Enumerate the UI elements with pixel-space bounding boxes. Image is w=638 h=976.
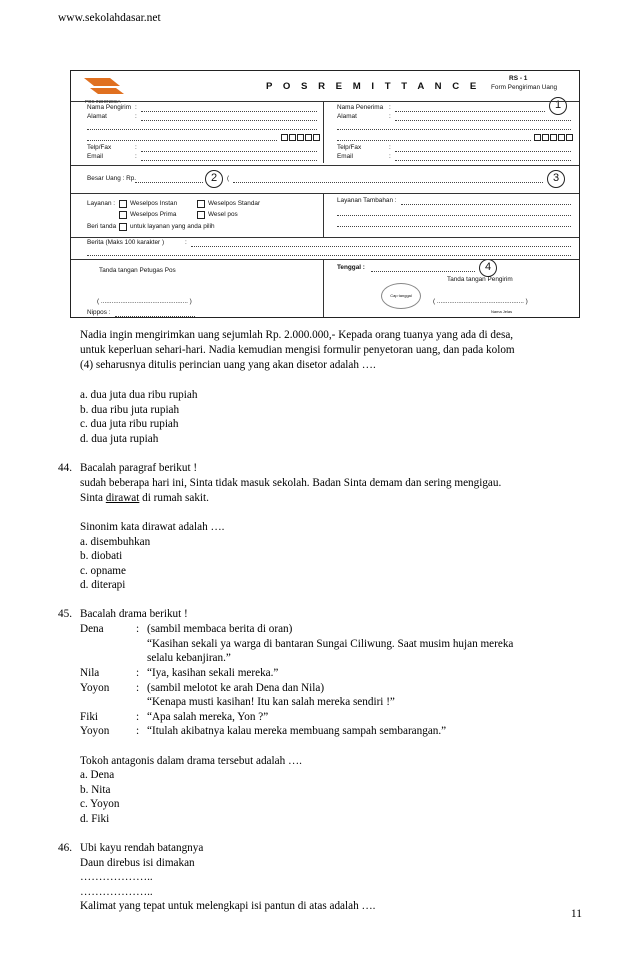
yoyon-line-3: “Itulah akibatnya kalau mereka membuang sampah sembarangan.” [147,725,447,737]
checkbox-sample [119,223,127,231]
q43-option-a: a. dua juta dua ribu rupiah [80,389,198,401]
colon: : [136,725,140,737]
colon: : [185,239,187,246]
stamp-icon [381,283,421,309]
speaker-yoyon: Yoyon [80,682,110,694]
mark-4: 4 [479,259,497,277]
colon: : [389,144,391,151]
layanan-label: Layanan : [87,200,116,207]
pos-remittance-form [70,70,580,318]
q44-underlined-word: dirawat [105,492,140,504]
q46-line-2: Daun direbus isi dimakan [80,857,195,869]
logo-text: POS INDONESIA [85,99,121,104]
q44-option-b: b. diobati [80,550,123,562]
q46-question: Kalimat yang tepat untuk melengkapi isi pantun di atas adalah …. [80,900,376,912]
q45-option-c: c. Yoyon [80,798,120,810]
q46-line-1: Ubi kayu rendah batangnya [80,842,204,854]
q45-option-b: b. Nita [80,784,111,796]
q44-para-2 [80,491,209,506]
colon: : [136,667,140,679]
berita-label: Berita (Maks 100 karakter ) [87,239,165,246]
fiki-line-1: “Apa salah mereka, Yon ?” [147,711,269,723]
colon: : [389,153,391,160]
speaker-fiki: Fiki [80,711,99,723]
q45-intro: Bacalah drama berikut ! [80,608,188,620]
sig-pengirim: ( ................................................. ) [433,298,528,305]
colon: : [135,104,137,111]
colon: : [135,144,137,151]
q44-option-a: a. disembuhkan [80,536,151,548]
nama-pengirim-label: Nama Pengirim [87,104,132,111]
speaker-nila: Nila [80,667,100,679]
mark-3: 3 [547,170,565,188]
checkbox-standar [197,200,205,208]
beri-tanda-note: untuk layanan yang anda pilih [130,223,215,230]
q43-option-d: d. dua juta rupiah [80,433,159,445]
colon: : [136,682,140,694]
tanda-petugas-label: Tanda tangan Petugas Pos [99,267,176,274]
mark-2: 2 [205,170,223,188]
nila-line-1: “Iya, kasihan sekali mereka.” [147,667,279,679]
besar-uang-label: Besar Uang : Rp. [87,175,137,182]
opt-wesel-label: Wesel pos [208,211,238,218]
form-code: RS - 1 [509,75,528,82]
q44-option-d: d. diterapi [80,579,126,591]
colon: : [135,153,137,160]
q46-number: 46. [58,842,72,854]
colon: : [135,113,137,120]
q44-text: Sinta [80,492,106,504]
q46-line-4: ……………….. [80,886,153,898]
q43-para-2: untuk keperluan sehari-hari. Nadia kemudian mengisi formulir penyetoran uang, dan pada kolom [80,344,515,356]
q45-option-a: a. Dena [80,769,115,781]
q43-para-3: (4) seharusnya ditulis perincian uang yang akan disetor adalah …. [80,359,376,371]
opt-instan-label: Weselpos Instan [130,200,178,207]
q43-para-1: Nadia ingin mengirimkan uang sejumlah Rp. 2.000.000,- Kepada orang tuanya yang ada di desa, [80,329,514,341]
nippos-label: Nippos : [87,309,111,316]
opt-standar-label: Weselpos Standar [208,200,261,207]
checkbox-prima [119,211,127,219]
q45-option-d: d. Fiki [80,813,110,825]
cap-label: Cap tanggal [390,293,412,298]
tanda-pengirim-label: Tanda tangan Pengirim [447,276,513,283]
pos-logo-icon [80,74,126,100]
speaker-dena: Dena [80,623,104,635]
q43-option-c: c. dua juta ribu rupiah [80,418,179,430]
form-subtitle: Form Pengiriman Uang [491,84,558,91]
opt-prima-label: Weselpos Prima [130,211,177,218]
colon: : [389,113,391,120]
dena-line-3: selalu kebanjiran.” [147,652,231,664]
yoyon-line-2: “Kenapa musti kasihan! Itu kan salah mereka sendiri !” [147,696,395,708]
email-pengirim-label: Email [87,153,103,160]
checkbox-wesel [197,211,205,219]
telp-pengirim-label: Telp/Fax [87,144,112,151]
q43-option-b: b. dua ribu juta rupiah [80,404,180,416]
q45-number: 45. [58,608,72,620]
alamat-pengirim-label: Alamat [87,113,107,120]
paren: ( [227,175,230,182]
q44-intro: Bacalah paragraf berikut ! [80,462,198,474]
layanan-tambahan-label: Layanan Tambahan : [337,197,397,204]
nama-penerima-label: Nama Penerima [337,104,384,111]
colon: : [389,104,391,111]
mark-1: 1 [549,97,567,115]
yoyon-line-1: (sambil melotot ke arah Dena dan Nila) [147,682,325,694]
sig-petugas: ( ................................................. ) [97,298,192,305]
telp-penerima-label: Telp/Fax [337,144,362,151]
checkbox-instan [119,200,127,208]
email-penerima-label: Email [337,153,353,160]
q44-question: Sinonim kata dirawat adalah …. [80,521,225,533]
q44-text: di rumah sakit. [139,492,209,504]
beri-tanda-label: Beri tanda [87,223,117,230]
colon: : [136,711,140,723]
q44-option-c: c. opname [80,565,126,577]
alamat-penerima-label: Alamat [337,113,357,120]
nama-jelas-label: Nama Jelas [491,309,513,314]
q44-para-1: sudah beberapa hari ini, Sinta tidak masuk sekolah. Badan Sinta demam dan sering mengigau. [80,477,502,489]
q46-line-3: ……………….. [80,871,153,883]
speaker-yoyon-2: Yoyon [80,725,110,737]
dena-line-2: “Kasihan sekali ya warga di bantaran Sungai Ciliwung. Saat musim hujan mereka [147,638,514,650]
q45-question: Tokoh antagonis dalam drama tersebut adalah …. [80,755,302,767]
form-title: P O S R E M I T T A N C E [266,81,481,92]
colon: : [136,623,140,635]
dena-line-1: (sambil membaca berita di oran) [147,623,293,635]
q44-number: 44. [58,462,72,474]
header-url: www.sekolahdasar.net [58,12,161,24]
page-number: 11 [570,908,582,920]
tanggal-label: Tenggal : [337,264,365,271]
